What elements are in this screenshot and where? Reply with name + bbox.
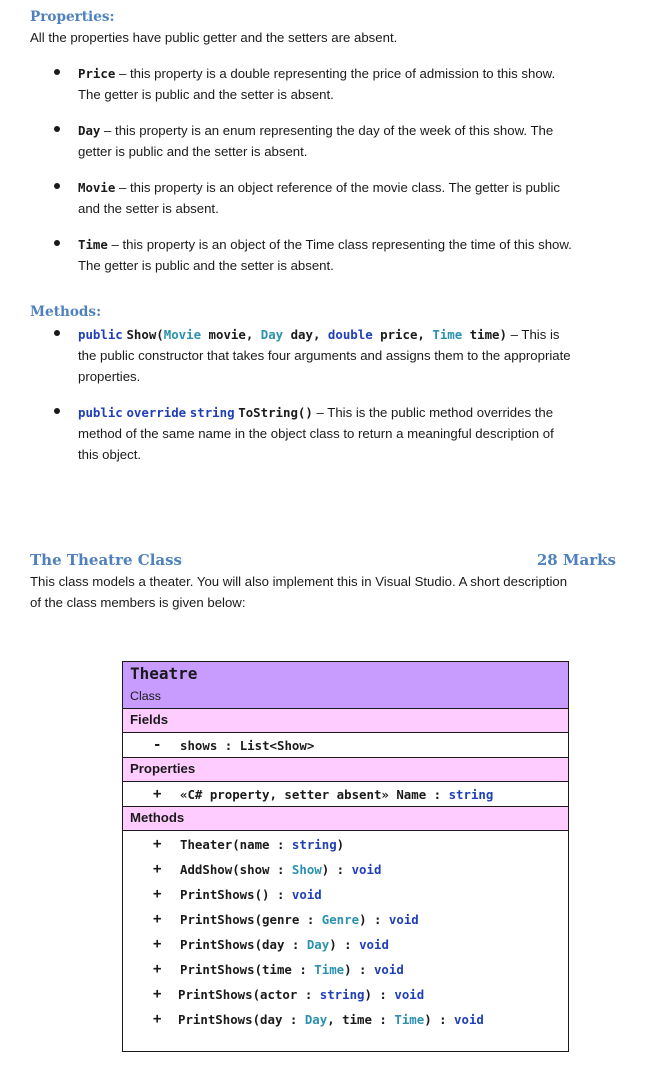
sig-type: void bbox=[394, 987, 425, 1002]
property-name: Time bbox=[78, 237, 108, 252]
bullet-icon bbox=[54, 183, 60, 189]
public-icon: + bbox=[153, 786, 162, 802]
param: price, bbox=[372, 327, 433, 342]
keyword: string bbox=[189, 405, 235, 420]
sig-part: ) : bbox=[424, 1012, 455, 1027]
methods-heading: Methods: bbox=[30, 304, 102, 320]
sig-type: void bbox=[351, 862, 382, 877]
param: day, bbox=[283, 327, 328, 342]
uml-property-row bbox=[123, 782, 568, 807]
theatre-desc-line: This class models a theater. You will also implement this in Visual Studio. A short description bbox=[30, 574, 568, 589]
field-signature bbox=[180, 738, 314, 753]
theatre-desc-line: of the class members is given below: bbox=[30, 595, 246, 610]
uml-method-row bbox=[123, 960, 568, 985]
property-desc-cont: and the setter is absent. bbox=[78, 201, 219, 216]
sig-type: string bbox=[291, 837, 337, 852]
sig-type: Time bbox=[314, 962, 345, 977]
uml-methods-list bbox=[123, 831, 568, 1035]
uml-method-row bbox=[123, 885, 568, 910]
sig-part: ) : bbox=[321, 862, 352, 877]
uml-method-row bbox=[123, 910, 568, 935]
property-desc-cont: The getter is public and the setter is absent. bbox=[78, 258, 334, 273]
bullet-icon bbox=[54, 126, 60, 132]
public-icon: + bbox=[153, 1011, 162, 1027]
theatre-heading: The Theatre Class bbox=[30, 551, 183, 569]
sig-part: Theater(name : bbox=[180, 837, 292, 852]
uml-methods-section bbox=[123, 807, 568, 831]
property-name: Day bbox=[78, 123, 101, 138]
uml-method-row bbox=[123, 985, 568, 1010]
sig-type: void bbox=[291, 887, 322, 902]
method-signature bbox=[180, 862, 381, 877]
method-signature bbox=[180, 912, 419, 927]
sig-part: AddShow(show : bbox=[180, 862, 292, 877]
keyword: public bbox=[78, 405, 123, 420]
param: movie, bbox=[201, 327, 261, 342]
sig-part: ) : bbox=[329, 937, 360, 952]
sig-type: Show bbox=[291, 862, 322, 877]
section-label: Methods bbox=[130, 810, 185, 825]
sig-type: Time bbox=[394, 1012, 425, 1027]
sig-type: Day bbox=[304, 1012, 328, 1027]
method-signature bbox=[178, 1012, 484, 1027]
private-icon: - bbox=[153, 737, 162, 753]
property-desc: – this property is a double representing the price of admission to this show. bbox=[115, 66, 556, 81]
sig-part: ) bbox=[336, 837, 345, 852]
property-desc: – this property is an enum representing the day of the week of this show. The bbox=[100, 123, 554, 138]
public-icon: + bbox=[153, 886, 162, 902]
sig-part: , time : bbox=[327, 1012, 395, 1027]
bullet-icon bbox=[54, 240, 60, 246]
public-icon: + bbox=[153, 961, 162, 977]
public-icon: + bbox=[153, 861, 162, 877]
type-name: Time bbox=[432, 327, 463, 342]
method-signature bbox=[180, 962, 404, 977]
uml-class-title: Theatre bbox=[130, 664, 198, 683]
public-icon: + bbox=[153, 936, 162, 952]
sig-type: Day bbox=[306, 937, 330, 952]
public-icon: + bbox=[153, 911, 162, 927]
property-desc-cont: getter is public and the setter is absent. bbox=[78, 144, 308, 159]
properties-intro: All the properties have public getter and the setters are absent. bbox=[30, 30, 398, 45]
bullet-icon bbox=[54, 408, 60, 414]
method-desc-cont: the public constructor that takes four arguments and assigns them to the appropriate bbox=[78, 348, 571, 363]
method-name: Show( bbox=[126, 327, 164, 342]
marks-label: 28 Marks bbox=[536, 551, 616, 569]
separator: : bbox=[217, 738, 240, 753]
param: time) bbox=[462, 327, 507, 342]
sig-part: ) : bbox=[359, 912, 389, 927]
uml-field-row bbox=[123, 733, 568, 758]
keyword: double bbox=[327, 327, 373, 342]
property-desc: – this property is an object reference of the movie class. The getter is public bbox=[115, 180, 561, 195]
uml-method-row bbox=[123, 935, 568, 960]
bullet-icon bbox=[54, 330, 60, 336]
method-signature bbox=[178, 987, 424, 1002]
sig-type: void bbox=[388, 912, 419, 927]
sig-part: ) : bbox=[344, 962, 374, 977]
uml-method-row bbox=[123, 860, 568, 885]
public-icon: + bbox=[153, 836, 162, 852]
uml-properties-section bbox=[123, 758, 568, 782]
method-signature bbox=[180, 837, 344, 852]
method-signature bbox=[180, 887, 322, 902]
uml-method-row bbox=[123, 835, 568, 860]
sig-type: Genre bbox=[321, 912, 360, 927]
properties-heading: Properties: bbox=[30, 9, 115, 25]
sig-part: PrintShows(day : bbox=[178, 1012, 305, 1027]
property-desc: – this property is an object of the Time class representing the time of this show. bbox=[107, 237, 572, 252]
theatre-desc bbox=[30, 571, 620, 613]
property-name: Price bbox=[78, 66, 116, 81]
keyword: override bbox=[126, 405, 187, 420]
section-label: Fields bbox=[130, 712, 169, 727]
property-signature bbox=[180, 787, 493, 802]
section-label: Properties bbox=[130, 761, 196, 776]
uml-method-row bbox=[123, 1010, 568, 1035]
method-signature bbox=[180, 937, 389, 952]
uml-header bbox=[123, 662, 568, 709]
sig-type: void bbox=[454, 1012, 484, 1027]
sig-part: PrintShows(actor : bbox=[178, 987, 320, 1002]
method-desc: – This is bbox=[506, 327, 560, 342]
method-name: ToString() bbox=[238, 405, 313, 420]
method-desc-cont: properties. bbox=[78, 369, 141, 384]
property-text: «C# property, setter absent» Name : bbox=[180, 787, 449, 802]
uml-fields-section bbox=[123, 709, 568, 733]
method-desc: – This is the public method overrides the bbox=[312, 405, 554, 420]
uml-class-subtitle: Class bbox=[130, 689, 161, 703]
bullet-icon bbox=[54, 69, 60, 75]
field-type: List<Show> bbox=[239, 738, 315, 753]
type-name: Day bbox=[260, 327, 284, 342]
field-name: shows bbox=[180, 738, 218, 753]
sig-type: string bbox=[319, 987, 365, 1002]
method-desc-cont: this object. bbox=[78, 447, 142, 462]
property-desc-cont: The getter is public and the setter is absent. bbox=[78, 87, 334, 102]
method-desc-cont: method of the same name in the object class to return a meaningful description of bbox=[78, 426, 554, 441]
sig-part: PrintShows(genre : bbox=[180, 912, 322, 927]
property-name: Movie bbox=[78, 180, 116, 195]
sig-type: void bbox=[359, 937, 389, 952]
type-name: Movie bbox=[163, 327, 202, 342]
public-icon: + bbox=[153, 986, 162, 1002]
property-type: string bbox=[448, 787, 494, 802]
sig-part: PrintShows(day : bbox=[180, 937, 307, 952]
sig-part: ) : bbox=[364, 987, 395, 1002]
keyword: public bbox=[78, 327, 123, 342]
uml-class-box bbox=[122, 661, 569, 1052]
sig-part: PrintShows(time : bbox=[180, 962, 315, 977]
sig-type: void bbox=[373, 962, 404, 977]
sig-part: PrintShows() : bbox=[180, 887, 292, 902]
